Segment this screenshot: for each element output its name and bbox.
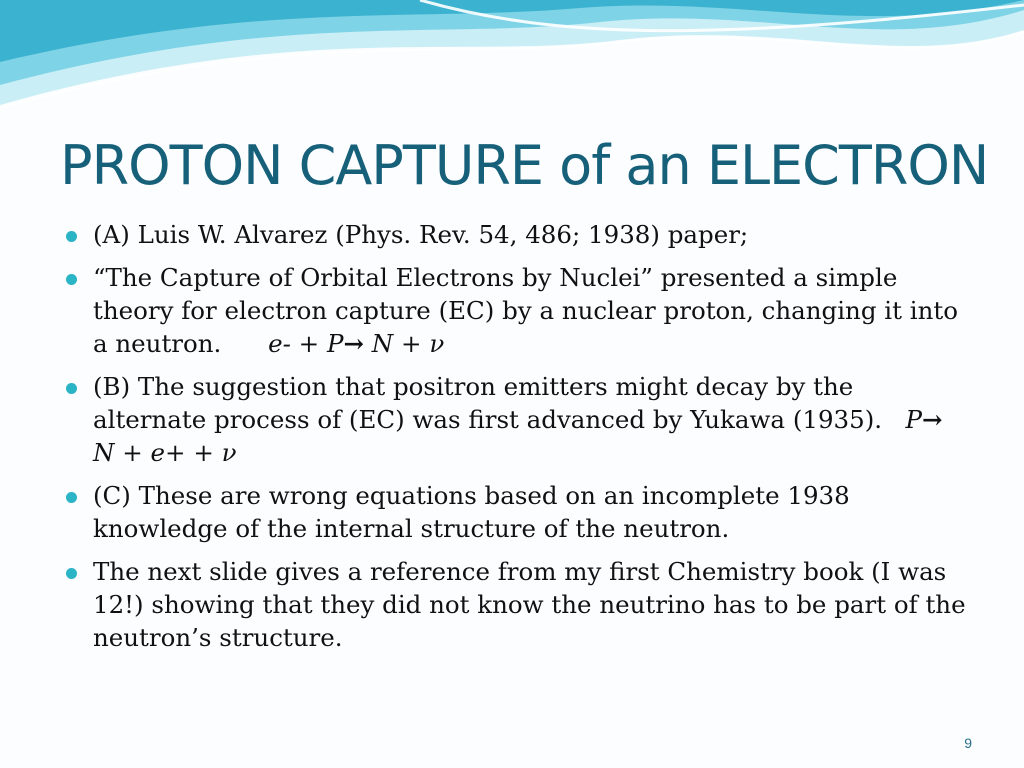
bullet-list [62, 218, 967, 664]
bullet-item-c [62, 479, 967, 545]
bullet-icon [66, 383, 77, 394]
equation-rhs: N + e+ + ν [93, 438, 237, 467]
bullet-text: (C) These are wrong equations based on an incomplete 1938 knowledge of the internal structure of the neutron. [93, 481, 850, 543]
bullet-text: “The Capture of Orbital Electrons by Nuclei” presented a simple theory for electron capture (EC) by a nuclear proton, changing it into a neutron. [93, 263, 958, 358]
bullet-text: (B) The suggestion that positron emitters might decay by the alternate process of (EC) was first advanced by Yukawa (1935). [93, 372, 883, 434]
equation-lhs: e- + P [268, 329, 344, 358]
bullet-icon [66, 231, 77, 242]
equation-rhs: N + ν [363, 329, 445, 358]
bullet-item-next-slide [62, 555, 967, 654]
equation-ec [229, 329, 444, 358]
slide-title: PROTON CAPTURE of an ELECTRON [60, 134, 989, 197]
bullet-item-b [62, 370, 967, 469]
equation-lhs: P [905, 405, 922, 434]
right-arrow-icon: → [921, 405, 943, 434]
header-wave-decoration [0, 0, 1024, 120]
page-number: 9 [964, 735, 972, 751]
bullet-item-alvarez [62, 261, 967, 360]
bullet-text: (A) Luis W. Alvarez (Phys. Rev. 54, 486; 1938) paper; [93, 220, 749, 249]
right-arrow-icon: → [343, 329, 364, 358]
bullet-icon [66, 274, 77, 285]
bullet-icon [66, 492, 77, 503]
bullet-text: The next slide gives a reference from my first Chemistry book (I was 12!) showing that they did not know the neutrino has to be part of the neutron’s structure. [93, 557, 966, 652]
bullet-icon [66, 568, 77, 579]
bullet-item-a [62, 218, 967, 251]
